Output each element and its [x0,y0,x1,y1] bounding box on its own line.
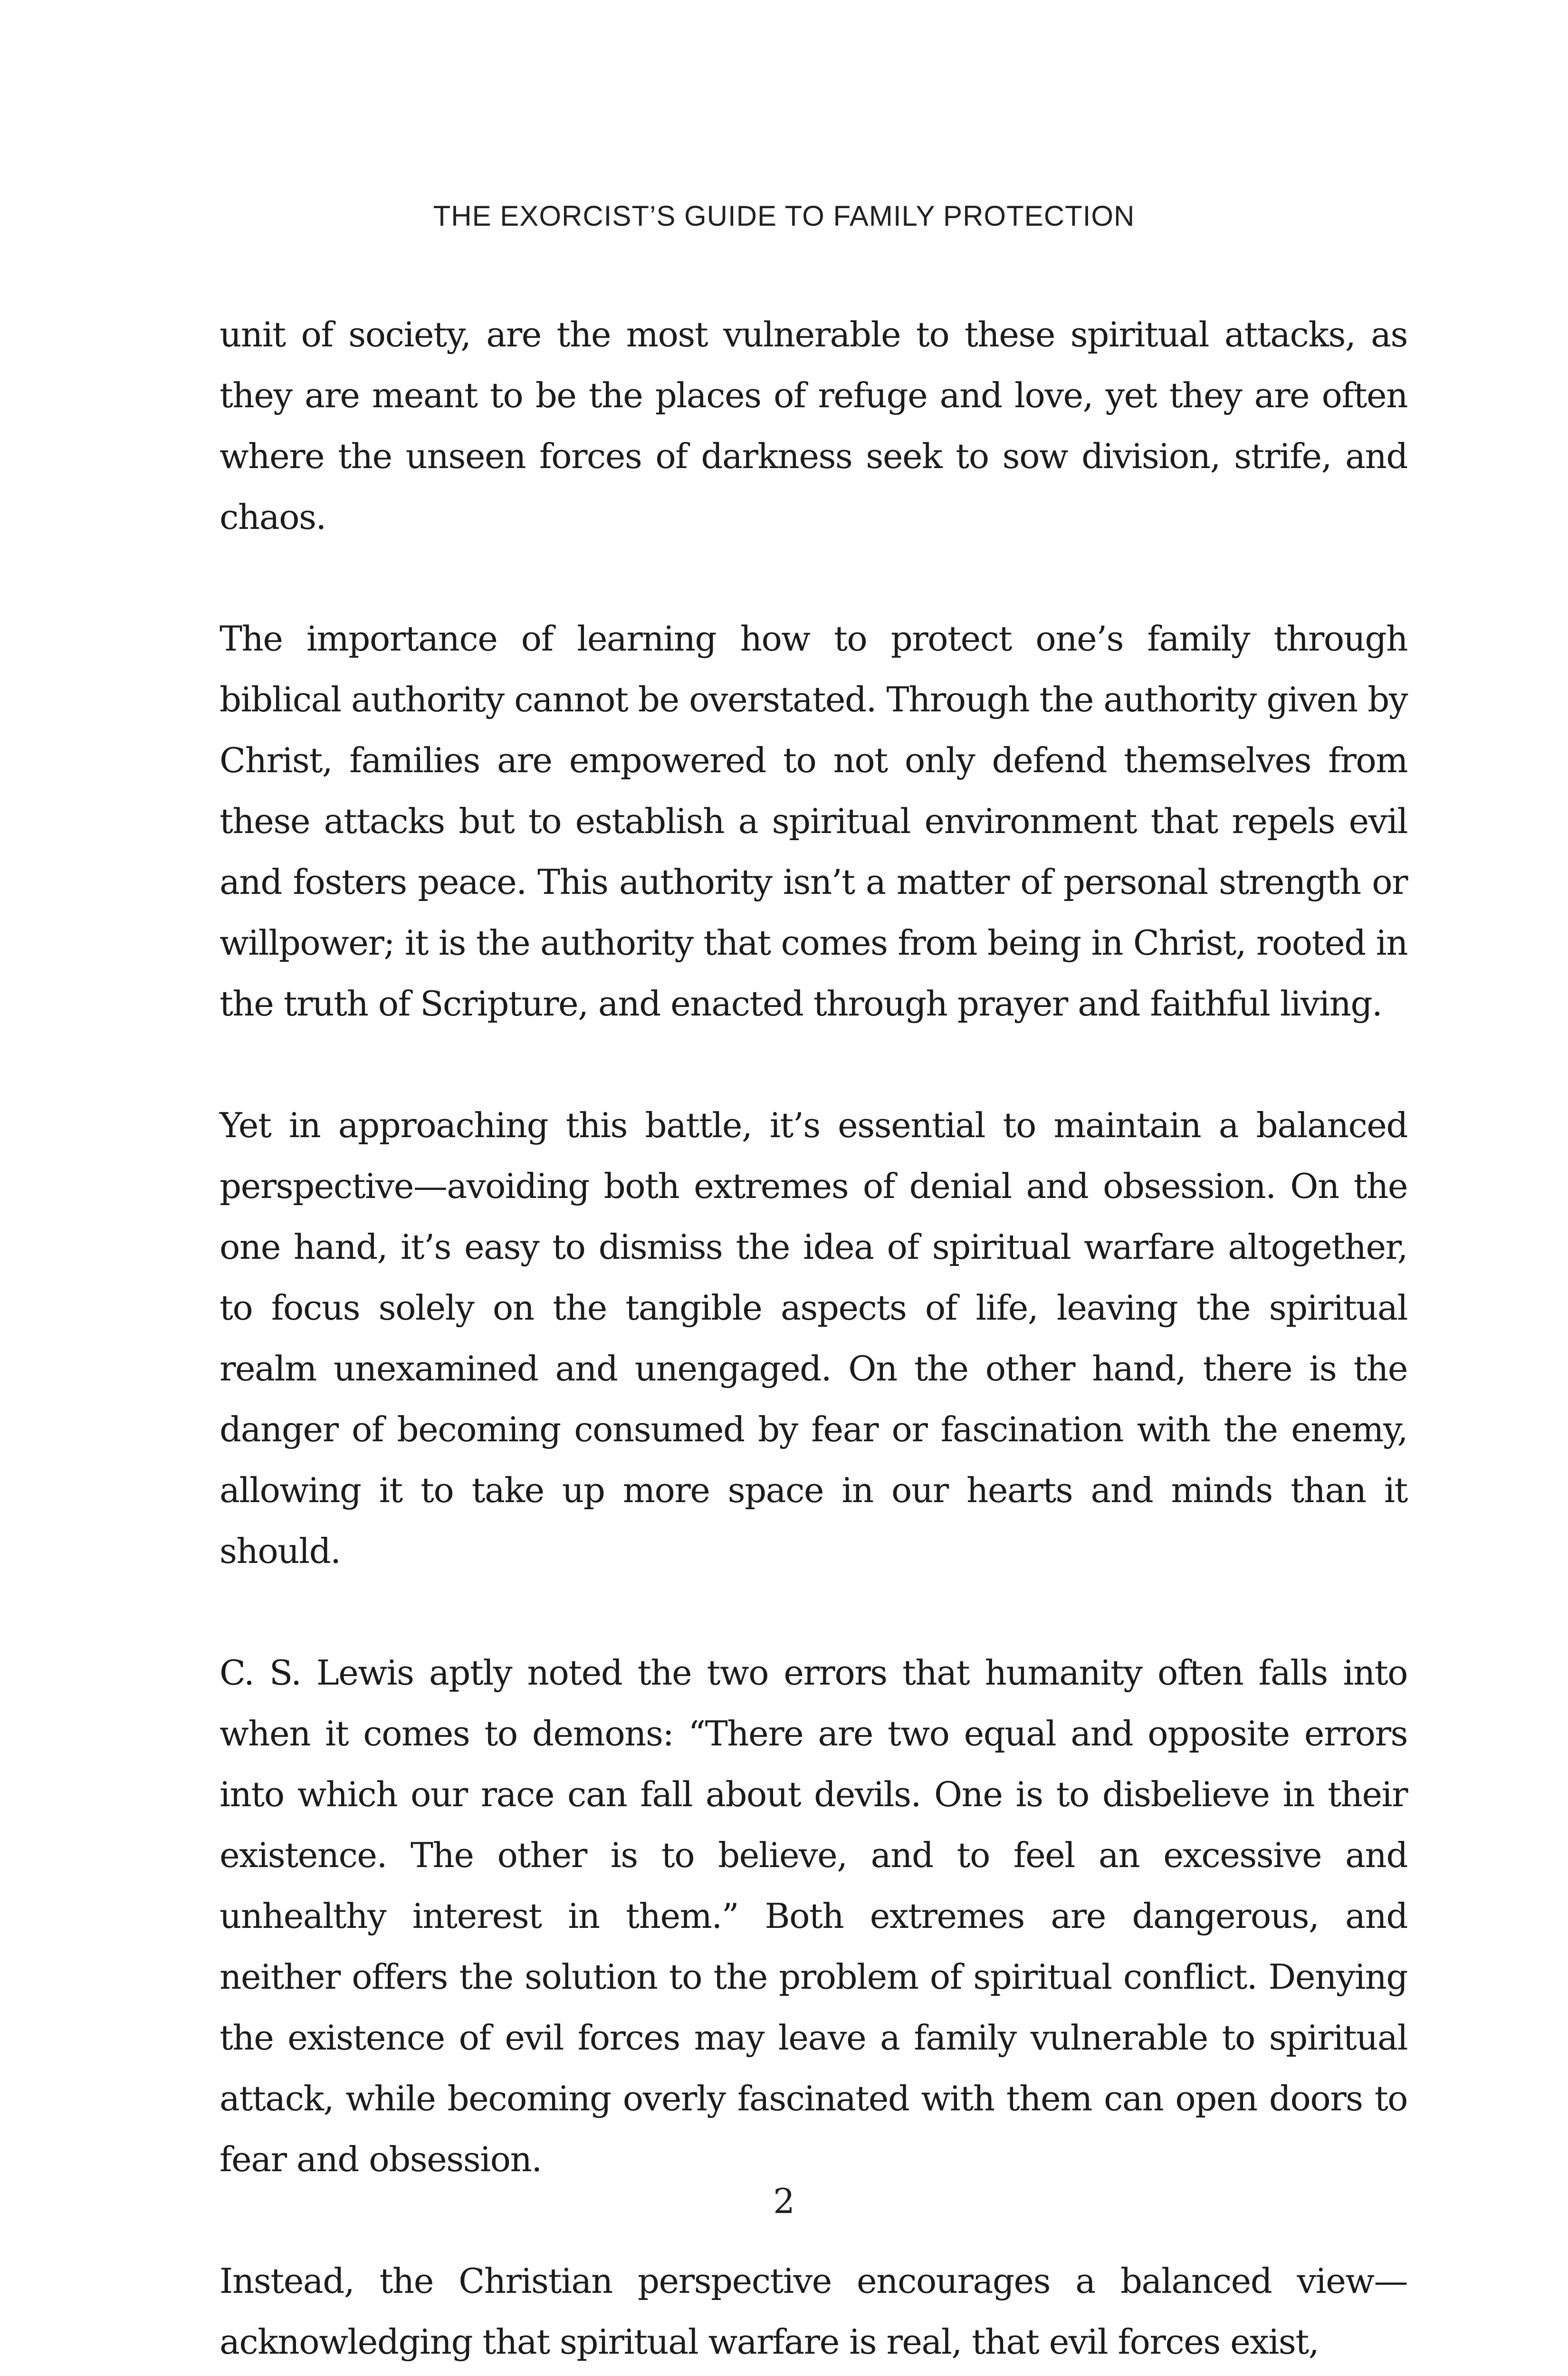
paragraph-3: Yet in approaching this battle, it’s essential to maintain a balanced perspective—avoiding both extremes of denial and obsession. On the one hand, it’s easy to dismiss the idea of spiritual warfare altogether, to focus solely on the tangible aspects of life, leaving the spiritual realm unexamined and unengaged. On the other hand, there is the danger of becoming consumed by fear or fascination with the enemy, allowing it to take up more space in our hearts and minds than it should. [220,1105,1407,1571]
page-number: 2 [773,2181,795,2221]
paragraph-1: unit of society, are the most vulnerable to these spiritual attacks, as they are meant to be the places of refuge and love, yet they are often where the unseen forces of darkness seek to sow division, strife, and chaos. [220,315,1407,537]
paragraph-4: C. S. Lewis aptly noted the two errors that humanity often falls into when it comes to demons: “There are two equal and opposite errors into which our race can fall about devils. One is to disbelieve in their existence. The other is to believe, and to feel an excessive and unhealthy interest in them.” Both extremes are dangerous, and neither offers the solution to the problem of spiritual conflict. Denying the existence of evil forces may leave a family vulnerable to spiritual attack, while becoming overly fascinated with them can open doors to fear and obsession. [220,1653,1407,2179]
body-text [220,304,1407,2372]
running-header: THE EXORCIST’S GUIDE TO FAMILY PROTECTION [433,200,1135,232]
paragraph-2: The importance of learning how to protect one’s family through biblical authority cannot be overstated. Through the authority given by Christ, families are empowered to not only defend themselves from these attacks but to establish a spiritual environment that repels evil and fosters peace. This authority isn’t a matter of personal strength or willpower; it is the authority that comes from being in Christ, rooted in the truth of Scripture, and enacted through prayer and faithful living. [220,619,1407,1024]
paragraph-5: Instead, the Christian perspective encourages a balanced view—acknowledging that spiritual warfare is real, that evil forces exist, [220,2261,1407,2362]
